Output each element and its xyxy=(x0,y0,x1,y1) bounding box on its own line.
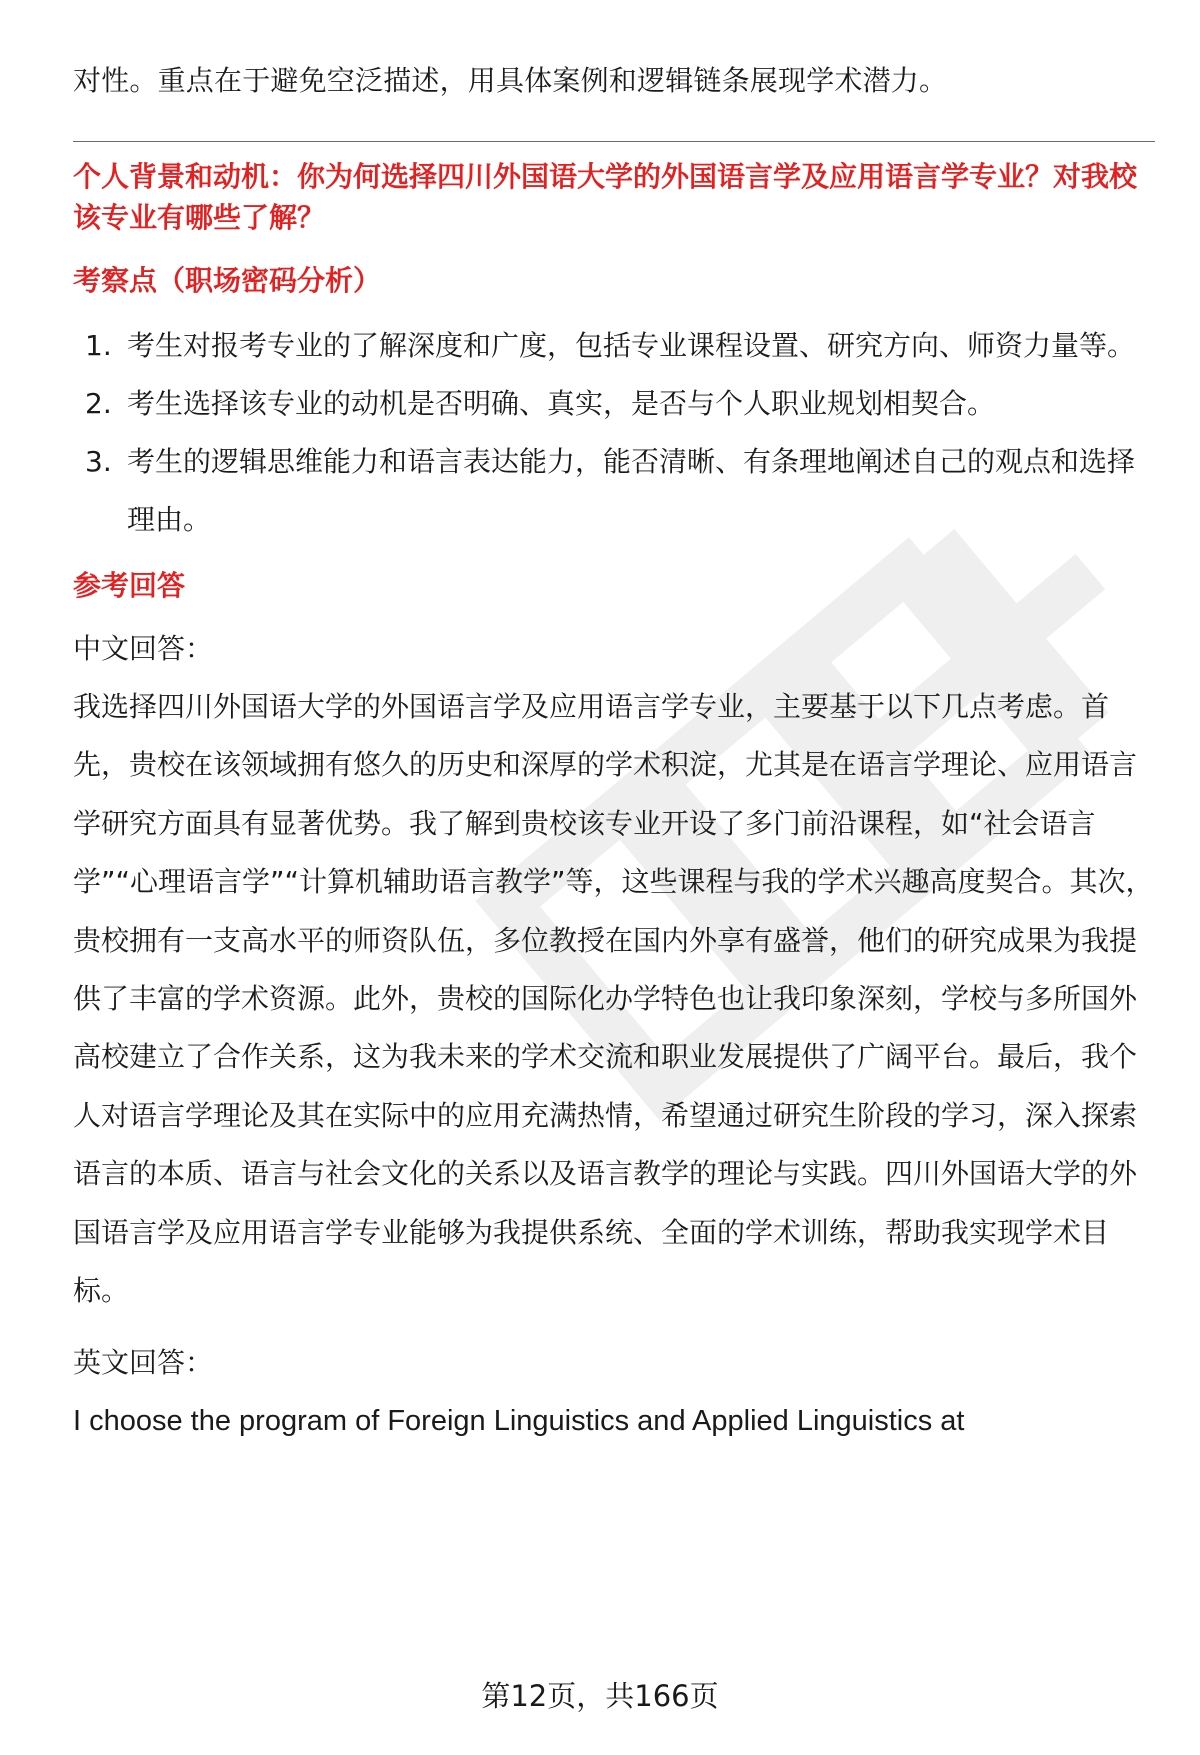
list-item-text: 考生对报考专业的了解深度和广度，包括专业课程设置、研究方向、师资力量等。 xyxy=(127,329,1136,362)
list-item-text: 考生选择该专业的动机是否明确、真实，是否与个人职业规划相契合。 xyxy=(127,387,996,420)
list-item-text: 考生的逻辑思维能力和语言表达能力，能否清晰、有条理地阐述自己的观点和选择理由。 xyxy=(127,445,1136,536)
chinese-answer: 我选择四川外国语大学的外国语言学及应用语言学专业，主要基于以下几点考虑。首先，贵校在该领域拥有悠久的历史和深厚的学术积淀，尤其是在语言学理论、应用语言学研究方面具有显著优势。我了解到贵校该专业开设了多门前沿课程，如“社会语言学”“心理语言学”“计算机辅助语言教学”等，这些课程与我的学术兴趣高度契合。其次，贵校拥有一支高水平的师资队伍，多位教授在国内外享有盛誉，他们的研究成果为我提供了丰富的学术资源。此外，贵校的国际化办学特色也让我印象深刻，学校与多所国外高校建立了合作关系，这为我未来的学术交流和职业发展提供了广阔平台。最后，我个人对语言学理论及其在实际中的应用充满热情，希望通过研究生阶段的学习，深入探索语言的本质、语言与社会文化的关系以及语言教学的理论与实践。四川外国语大学的外国语言学及应用语言学专业能够为我提供系统、全面的学术训练，帮助我实现学术目标。 xyxy=(73,690,1154,1308)
section-divider xyxy=(73,141,1155,142)
analysis-heading: 考察点（职场密码分析） xyxy=(73,264,382,297)
list-item xyxy=(73,375,1155,433)
list-item-number: 3. xyxy=(85,445,112,478)
main-content xyxy=(73,52,1155,1450)
analysis-list xyxy=(73,317,1155,549)
list-item xyxy=(73,433,1155,549)
reference-heading: 参考回答 xyxy=(73,569,186,602)
list-item-number: 1. xyxy=(85,329,112,362)
english-answer-label: 英文回答： xyxy=(73,1346,214,1380)
list-item-number: 2. xyxy=(85,387,112,420)
english-answer: I choose the program of Foreign Linguistics and Applied Linguistics at xyxy=(73,1405,965,1438)
intro-text: 对性。重点在于避免空泛描述，用具体案例和逻辑链条展现学术潜力。 xyxy=(73,64,948,97)
list-item xyxy=(73,317,1155,375)
question-heading: 个人背景和动机：你为何选择四川外国语大学的外国语言学及应用语言学专业？对我校该专业有哪些了解？ xyxy=(73,160,1138,234)
chinese-answer-label: 中文回答： xyxy=(73,632,214,665)
page-footer: 第12页，共166页 xyxy=(481,1679,719,1713)
